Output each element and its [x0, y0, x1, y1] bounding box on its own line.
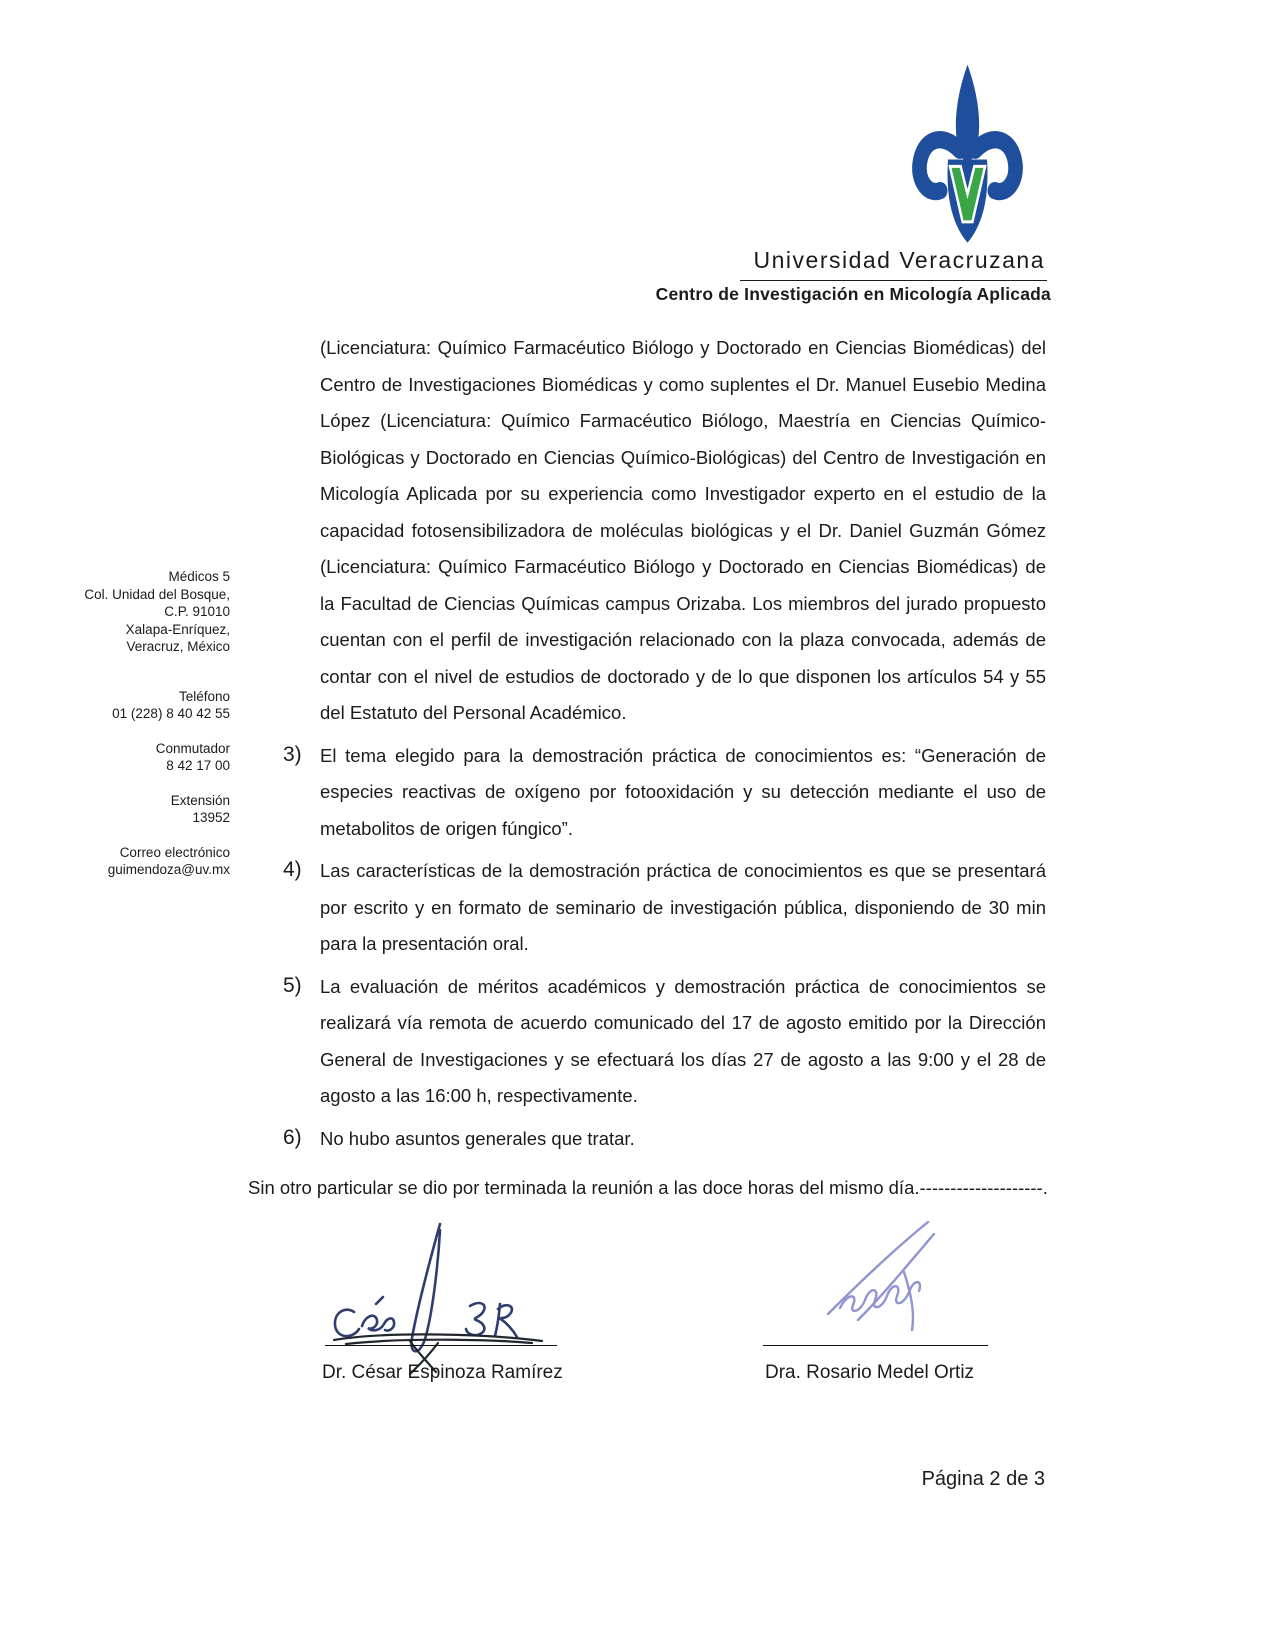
university-name: Universidad Veracruzana — [740, 247, 1047, 281]
item-text: No hubo asuntos generales que tratar. — [320, 1127, 635, 1149]
continuation-paragraph: (Licenciatura: Químico Farmacéutico Biólogo y Doctorado en Ciencias Biomédicas) del Centro de Investigaciones Biomédicas y como suplentes el Dr. Manuel Eusebio Medina López (Licenciatura: Químico Farmacéutico Biólogo, Maestría en Ciencias Químico-Biológicas y Doctorado en Ciencias Químico-Biológicas) del Centro de Investigación en Micología Aplicada por su experiencia como Investigador experto en el estudio de la capacidad fotosensibilizadora de moléculas biológicas y el Dr. Daniel Guzmán Gómez (Licenciatura: Químico Farmacéutico Biólogo y Doctorado en Ciencias Biomédicas) de la Facultad de Ciencias Químicas campus Orizaba. Los miembros del jurado propuesto cuentan con el perfil de investigación relacionado con la plaza convocada, además de contar con el nivel de estudios de doctorado y de lo que disponen los artículos 54 y 55 del Estatuto del Personal Académico. — [320, 337, 1046, 723]
universidad-veracruzana-logo — [905, 60, 1030, 245]
signature-ink-cesar — [318, 1212, 558, 1377]
item-text: El tema elegido para la demostración práctica de conocimientos es: “Generación de especies reactivas de oxígeno por fotooxidación y su detección mediante el uso de metabolitos de origen fúngico”. — [320, 744, 1046, 839]
extension-label: Extensión — [170, 792, 230, 808]
email-value: guimendoza@uv.mx — [107, 862, 230, 877]
phone-block — [60, 688, 230, 723]
switchboard-value: 8 42 17 00 — [166, 758, 230, 773]
email-block — [60, 844, 230, 879]
address-line: Médicos 5 — [168, 569, 230, 584]
numbered-item-4 — [283, 853, 1046, 963]
signature-line-cesar — [325, 1345, 557, 1346]
item-text: La evaluación de méritos académicos y demostración práctica de conocimientos se realizará vía remota de acuerdo comunicado del 17 de agosto emitido por la Dirección General de Investigaciones y se efectuará los días 27 de agosto a las 9:00 y el 28 de agosto a las 16:00 h, respectivamente. — [320, 975, 1046, 1106]
switchboard-label: Conmutador — [155, 740, 230, 756]
phone-value: 01 (228) 8 40 42 55 — [112, 706, 230, 721]
address-line: Xalapa-Enríquez, — [125, 621, 230, 637]
closing-sentence: Sin otro particular se dio por terminada la reunión a las doce horas del mismo día.--------------------. — [248, 1177, 1048, 1198]
document-body — [283, 330, 1046, 1157]
contact-sidebar — [60, 568, 230, 896]
address-line: C.P. 91010 — [164, 604, 230, 619]
item-number: 6) — [283, 1125, 302, 1149]
item-number: 5) — [283, 973, 302, 997]
extension-value: 13952 — [192, 810, 230, 825]
extension-block — [60, 792, 230, 827]
item-text: Las características de la demostración práctica de conocimientos es que se presentará por escrito y en formato de seminario de investigación pública, disponiendo de 30 min para la presentación oral. — [320, 860, 1046, 954]
numbered-item-5 — [283, 969, 1046, 1115]
page-number: Página 2 de 3 — [921, 1468, 1045, 1490]
address-line: Col. Unidad del Bosque, — [84, 586, 230, 602]
switchboard-block — [60, 740, 230, 775]
phone-label: Teléfono — [178, 688, 230, 704]
item-number: 4) — [283, 858, 302, 881]
numbered-item-6 — [283, 1121, 1046, 1158]
signature-name-rosario: Dra. Rosario Medel Ortiz — [765, 1362, 975, 1383]
address-line: Veracruz, México — [126, 639, 230, 654]
signature-ink-rosario — [812, 1210, 962, 1335]
email-label: Correo electrónico — [119, 844, 230, 860]
signature-name-cesar: Dr. César Espinoza Ramírez — [322, 1362, 563, 1383]
center-name: Centro de Investigación en Micología Aplicada — [655, 284, 1051, 304]
item-number: 3) — [283, 742, 302, 766]
address-block — [60, 568, 230, 656]
signature-line-rosario — [763, 1345, 988, 1346]
numbered-item-3 — [283, 738, 1046, 848]
